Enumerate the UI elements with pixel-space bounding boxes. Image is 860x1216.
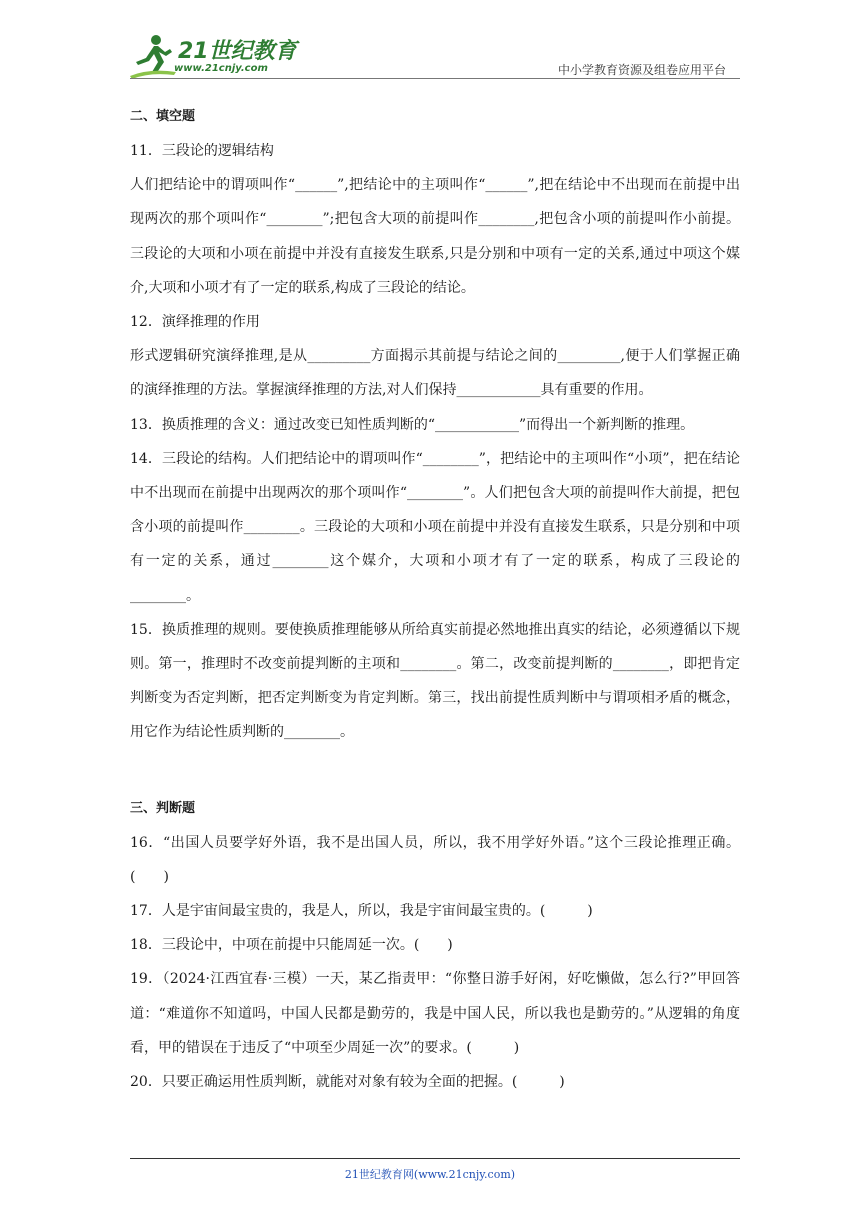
footer-divider	[130, 1158, 740, 1159]
question-11-title: 11．三段论的逻辑结构	[130, 143, 274, 159]
section-title-fill-blank: 二、填空题	[130, 109, 196, 124]
question-20: 20．只要正确运用性质判断，就能对对象有较为全面的把握。( )	[130, 1074, 565, 1091]
platform-name: 中小学教育资源及组卷应用平台	[557, 63, 726, 77]
document-body	[130, 100, 740, 1099]
question-12-title: 12．演绎推理的作用	[130, 314, 260, 331]
page-footer[interactable]: 21世纪教育网(www.21cnjy.com)	[344, 1168, 516, 1181]
page-header	[130, 32, 740, 80]
header-divider	[130, 78, 740, 79]
question-14: 14．三段论的结构。人们把结论中的谓项叫作“________”，把结论中的主项叫作“小项”，把在结论中不出现而在前提中出现两次的那个项叫作“________”。人们把包含大项的前提叫作大前提，把包含小项的前提叫作________。三段论的大项和小项在前提中并没有直接发生联系，只是分别和中项有一定的关系，通过________这个媒介，大项和小项才有了一定的联系，构成了三段论的________。	[130, 450, 740, 604]
logo-text: 21世纪教育	[178, 39, 297, 64]
question-17: 17．人是宇宙间最宝贵的，我是人，所以，我是宇宙间最宝贵的。( )	[130, 903, 593, 920]
question-11-body: 人们把结论中的谓项叫作“______”,把结论中的主项叫作“______”,把在结论中不出现而在前提中出现两次的那个项叫作“________”;把包含大项的前提叫作________,把包含小项的前提叫作小前提。三段论的大项和小项在前提中并没有直接发生联系,只是分别和中项有一定的关系,通过中项这个媒介,大项和小项才有了一定的联系,构成了三段论的结论。	[130, 177, 740, 296]
runner-logo-icon	[130, 32, 180, 80]
question-19: 19．（2024·江西宜春·三模）一天，某乙指责甲：“你整日游手好闲，好吃懒做，怎么行?”甲回答道：“难道你不知道吗，中国人民都是勤劳的，我是中国人民，所以我也是勤劳的。”从逻辑的角度看，甲的错误在于违反了“中项至少周延一次”的要求。( )	[130, 971, 740, 1056]
question-15: 15．换质推理的规则。要使换质推理能够从所给真实前提必然地推出真实的结论，必须遵循以下规则。第一，推理时不改变前提判断的主项和________。第二，改变前提判断的________，即把肯定判断变为否定判断，把否定判断变为肯定判断。第三，找出前提性质判断中与谓项相矛盾的概念，用它作为结论性质判断的________。	[130, 621, 740, 741]
question-12-body: 形式逻辑研究演绎推理,是从_________方面揭示其前提与结论之间的_________,便于人们掌握正确的演绎推理的方法。掌握演绎推理的方法,对人们保持____________具有重要的作用。	[130, 348, 740, 399]
section-title-true-false: 三、判断题	[130, 800, 196, 816]
logo	[130, 32, 300, 80]
question-18: 18．三段论中，中项在前提中只能周延一次。( )	[130, 937, 453, 954]
logo-url: www.21cnjy.com	[174, 63, 268, 74]
section-spacer	[130, 750, 740, 792]
question-16: 16．“出国人员要学好外语，我不是出国人员，所以，我不用学好外语。”这个三段论推理正确。( )	[130, 834, 740, 885]
question-13: 13．换质推理的含义：通过改变已知性质判断的“____________”而得出一个新判断的推理。	[130, 416, 695, 433]
